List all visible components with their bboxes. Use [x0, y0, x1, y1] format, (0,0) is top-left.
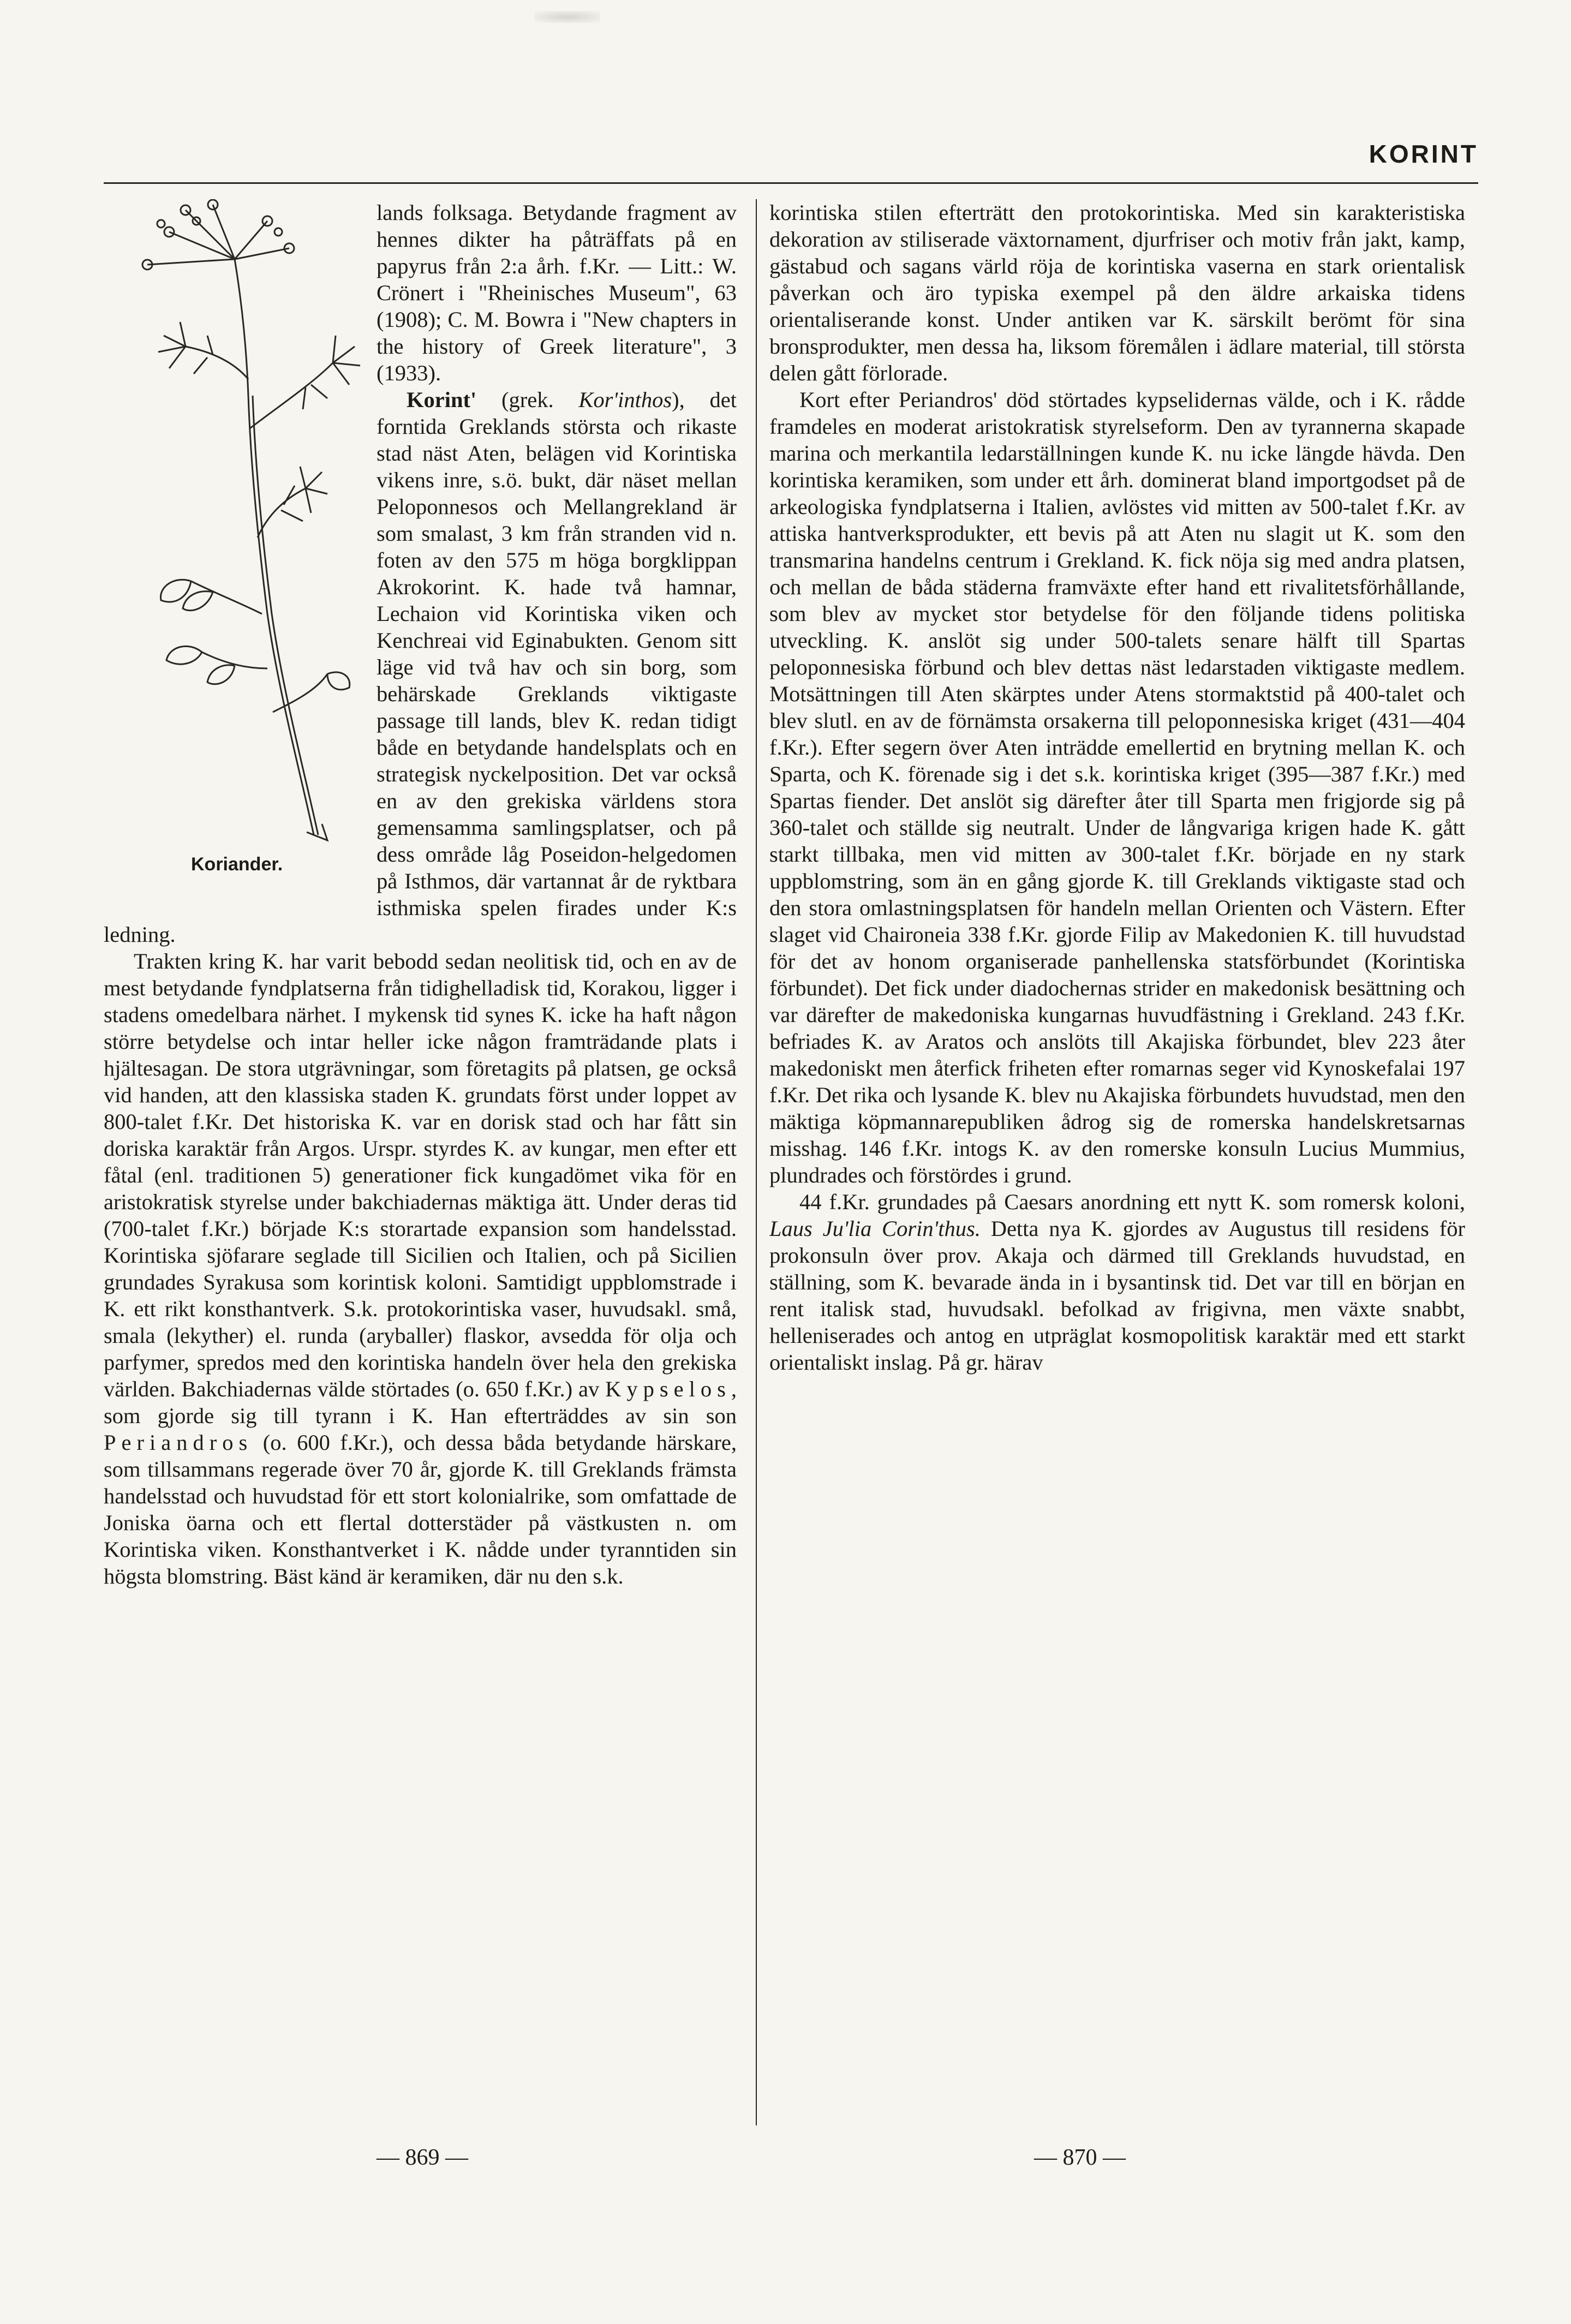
paragraph-history: [104, 948, 737, 1590]
entry-text: (grek.: [501, 387, 579, 412]
history-text: (o. 600 f.Kr.), och dessa båda betydande härskare, som tillsammans regerade över 70 år, gjorde K. till Greklands främsta handelsstad och huvudstad för ett stort kolonialrike, som omfattade de Joniska öarna och ett flertal dotterstäder på västkusten n. om Korintiska viken. Konsthantverket i K. nådde under tyranntiden sin högsta blomstring. Bäst känd är keramiken, där nu den s.k.: [104, 1430, 737, 1588]
greek-name: Kor'inthos: [578, 387, 672, 412]
right-column: [769, 199, 1465, 2125]
paragraph-periandros: Kort efter Periandros' död störtades kypselidernas välde, och i K. rådde framdeles en moderat aristokratisk styrelseform. Den av tyrannerna skapade marina och merkantila ledarställningen kunde K. nu icke längde hävda. Den korintiska keramiken, som under ett årh. dominerat bland importgodset på de arkeologiska fyndplatserna i Italien, avlöstes vid mitten av 500-talet f.Kr. av attiska hantverksprodukter, ett bevis på att Aten nu slagit ut K. som den transmarina handelns centrum i Grekland. K. fick nöja sig med andra platsen, och mellan de båda städerna framväxte efter hand ett rivalitetsförhållande, som blev av mycket stor betydelse för den följande tidens politiska utveckling. K. anslöt sig under 500-talets senare hälft till Spartas peloponnesiska förbund och blev dettas näst ledarstaden viktigaste medlem. Motsättningen till Aten skärptes under Atens stormaktstid på 400-talet och blev slutl. en av de förnämsta orsakerna till peloponnesiska kriget (431—404 f.Kr.). Efter segern över Aten inträdde emellertid en brytning mellan K. och Sparta, och K. förenade sig i det s.k. korintiska kriget (395—387 f.Kr.) med Spartas fiender. Det anslöt sig därefter åter till Sparta men frigjorde sig på 360-talet och ställde sig neutralt. Under de långvariga krigen hade K. gått starkt tillbaka, men vid mitten av 300-talet f.Kr. började en ny stark uppblomstring, som än en gång gjorde K. till Greklands viktigaste stad och den stora omlastningsplatsen för handeln mellan Orienten och Västern. Efter slaget vid Chaironeia 338 f.Kr. gjorde Filip av Makedonien K. till huvudstad för det av honom organiserade panhellenska statsförbundet (Korintiska förbundet). Det fick under diadochernas strider en makedonisk besättning och var därefter de makedoniska kungarnas huvudfästning i Grekland. 243 f.Kr. befriades K. av Aratos och anslöts till Akajiska förbundet, blev 223 åter makedoniskt men återfick friheten efter romarnas seger vid Kynoskefalai 197 f.Kr. Det rika och lysande K. blev nu Akajiska förbundets huvudstad, men den mäktiga köpmannarepubliken ådrog sig de romerska handelskretsarnas misshag. 146 f.Kr. intogs K. av den romerske konsuln Lucius Mummius, plundrades och förstördes i grund.: [769, 387, 1465, 1187]
roman-text: Detta nya K. gjordes av Augustus till residens för prokonsuln över prov. Akaja och därmed till Greklands huvudstad, en ställning, som K. bevarade ända in i bysantinsk tid. Det var till en början en rent italisk stad, huvudsakl. befolkad av frigivna, men växte snabbt, helleniserades och antog en utpräglat kosmopolitisk karaktär med ett starkt orientaliskt inslag. På gr. härav: [769, 1216, 1465, 1375]
coriander-illustration: [104, 199, 366, 909]
column-divider: [756, 199, 757, 2125]
entry-text: ), det forntida Greklands största och rikaste stad näst Aten, belägen vid Korintiska vikens inre, s.ö. bukt, där näset mellan Peloponnesos och Mellangrekland är som smalast, 3 km från stranden vid n. foten av den 575 m höga borgklippan Akrokorint. K. hade två hamnar, Lechaion vid Korintiska viken och Kenchreai vid Eginabukten. Genom sitt läge vid två hav och sin borg, som behärskade Greklands viktigaste passage till lands, blev K. redan tidigt både en betydande handelsplats och en strategisk nyckelposition. Det var också en av den grekiska världens stora gemensamma samlingsplatser, och på dess område låg Poseidon-helgedomen på Isthmos, där vartannat år de ryktbara isthmiska spelen firades under K:s ledning.: [104, 387, 737, 947]
page-number-right: — 870 —: [1034, 2145, 1126, 2170]
paragraph-romersk-koloni: [769, 1188, 1465, 1376]
scan-smudge: [535, 11, 600, 23]
spaced-name-kypselos: Kypselos: [605, 1377, 731, 1401]
running-header: KORINT: [1369, 140, 1478, 168]
headword: Korint': [407, 387, 477, 412]
paragraph-folksaga: lands folksaga. Betydande fragment av hennes dikter ha påträffats på en papyrus från 2:a årh. f.Kr. — Litt.: W. Crönert i "Rheinisches Museum", 63 (1908); C. M. Bowra i "New chapters in the history of Greek literature", 3 (1933).: [377, 200, 737, 385]
history-text: , som gjorde sig till tyrann i K. Han efterträddes av sin son: [104, 1377, 737, 1428]
left-column: [104, 199, 737, 2125]
paragraph-korintiska-stilen: korintiska stilen efterträtt den protokorintiska. Med sin karakteristiska dekoration av stiliserade växtornament, djurfriser och motiv från jakt, kamp, gästabud och sagans värld röja de korintiska vaserna en stark orientalisk påverkan och äro typiska exempel på den äldre arkaiska tidens orientaliserande konst. Under antiken var K. särskilt berömt för sina bronsprodukter, men dessa ha, liksom föremålen i ädlare material, till största delen gått förlorade.: [769, 200, 1465, 385]
figure-caption: Koriander.: [191, 854, 283, 875]
spaced-name-periandros: Periandros: [104, 1430, 253, 1455]
history-text: Trakten kring K. har varit bebodd sedan neolitisk tid, och en av de mest betydande fyndplatserna från tidighelladisk tid, Korakou, ligger i stadens omedelbara närhet. I mykensk tid synes K. icke ha haft någon större betydelse och intar heller icke någon framträdande plats i hjältesagan. De stora utgrävningar, som företagits på platsen, ge också vid handen, att den klassiska staden K. grundats först under loppet av 800-talet f.Kr. Det historiska K. var en dorisk stad och har fått sin doriska karaktär från Argos. Urspr. styrdes K. av kungar, men efter ett fåtal (enl. traditionen 5) generationer fick kungadömet vika för en aristokratisk styrelse under bakchiadernas mäktiga ätt. Under deras tid (700-talet f.Kr.) började K:s storartade expansion som handelsstad. Korintiska sjöfarare seglade till Sicilien och Italien, och på Sicilien grundades Syrakusa som korintisk koloni. Samtidigt uppblomstrade i K. ett rikt konsthantverk. S.k. protokorintiska vaser, huvudsakl. små, smala (lekyther) el. runda (aryballer) flaskor, avsedda för olja och parfymer, spredos med den korintiska handeln över hela den grekiska världen. Bakchiadernas välde störtades (o. 650 f.Kr.) av: [104, 949, 737, 1401]
coriander-plant-drawing: [104, 199, 366, 849]
page-number-left: — 869 —: [377, 2145, 468, 2170]
header-rule: [104, 182, 1478, 184]
roman-text: 44 f.Kr. grundades på Caesars anordning ett nytt K. som romersk koloni,: [799, 1190, 1465, 1214]
latin-name: Laus Ju'lia Corin'thus.: [769, 1216, 981, 1241]
